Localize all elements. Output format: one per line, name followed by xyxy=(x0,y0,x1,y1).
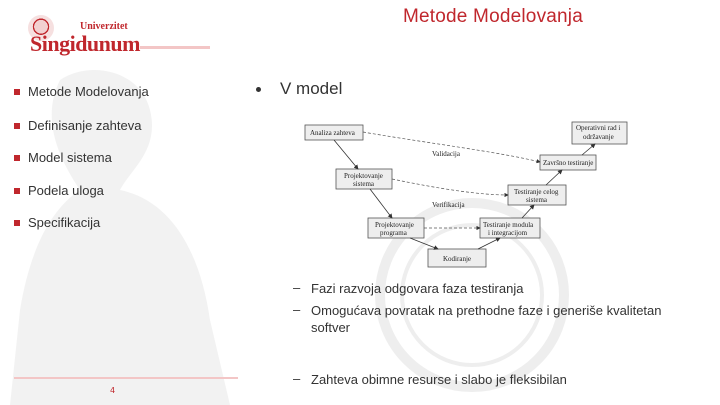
dash-icon: – xyxy=(293,302,301,317)
dash-icon: – xyxy=(293,280,301,295)
logo-underline xyxy=(140,46,210,49)
main-heading-text: V model xyxy=(280,79,343,98)
svg-text:održavanje: održavanje xyxy=(583,133,614,141)
box-projektovanje-programa xyxy=(368,218,424,238)
bullet-text: Zahteva obimne resurse i slabo je fleksibilan xyxy=(311,372,567,387)
sidebar-item-definisanje-zahteva[interactable] xyxy=(14,118,141,133)
bullet-icon xyxy=(14,155,20,161)
sidebar-item-label: Metode Modelovanja xyxy=(28,84,149,99)
svg-text:sistema: sistema xyxy=(526,196,547,204)
box-testiranje-modula xyxy=(480,218,540,238)
v-model-diagram xyxy=(300,117,630,277)
svg-text:i integracijom: i integracijom xyxy=(488,229,528,237)
sidebar-item-podela-uloga[interactable] xyxy=(14,183,104,198)
svg-text:Testiranje modula: Testiranje modula xyxy=(483,221,534,229)
svg-text:Analiza zahteva: Analiza zahteva xyxy=(310,129,355,137)
list-item xyxy=(293,302,701,336)
sidebar-item-model-sistema[interactable] xyxy=(14,150,112,165)
box-projektovanje-sistema xyxy=(336,169,392,189)
sidebar-item-label: Definisanje zahteva xyxy=(28,118,142,133)
bullet-text: Fazi razvoja odgovara faza testiranja xyxy=(311,281,524,296)
dash-icon: – xyxy=(293,371,301,386)
svg-text:Projektovanje: Projektovanje xyxy=(375,221,414,229)
bullet-icon xyxy=(256,87,261,92)
logo-top-text: Univerzitet xyxy=(80,21,128,32)
label-validacija: Validacija xyxy=(432,150,460,158)
svg-text:Operativni rad i: Operativni rad i xyxy=(576,124,621,132)
svg-text:Završno testiranje: Završno testiranje xyxy=(543,159,594,167)
box-testiranje-celog-sistema xyxy=(508,185,566,205)
bullet-text: Omogućava povratak na prethodne faze i generiše kvalitetan softver xyxy=(311,303,662,335)
list-item xyxy=(293,371,701,388)
main-heading xyxy=(256,79,342,99)
background-statue-image xyxy=(0,60,250,405)
footer-divider xyxy=(14,377,238,379)
page-number: 4 xyxy=(110,386,116,395)
svg-text:Projektovanje: Projektovanje xyxy=(344,172,383,180)
bullet-icon xyxy=(14,220,20,226)
box-operativni-rad xyxy=(572,122,627,144)
svg-text:Kodiranje: Kodiranje xyxy=(443,255,471,263)
university-logo xyxy=(28,15,168,55)
box-zavrsno-testiranje xyxy=(540,155,596,170)
bullet-icon xyxy=(14,123,20,129)
svg-text:Testiranje celog: Testiranje celog xyxy=(514,188,559,196)
sidebar-item-metode-modelovanja[interactable] xyxy=(14,84,149,99)
sidebar-item-label: Specifikacija xyxy=(28,215,101,230)
sidebar-item-label: Model sistema xyxy=(28,150,112,165)
svg-text:sistema: sistema xyxy=(353,180,374,188)
bullet-icon xyxy=(14,188,20,194)
label-verifikacija: Verifikacija xyxy=(432,201,465,209)
bullet-icon xyxy=(14,89,20,95)
sidebar-item-specifikacija[interactable] xyxy=(14,215,100,230)
svg-text:programa: programa xyxy=(380,229,407,237)
logo-main-text: Singidunum xyxy=(30,31,140,56)
box-kodiranje xyxy=(428,249,486,267)
sidebar-item-label: Podela uloga xyxy=(28,183,104,198)
list-item xyxy=(293,280,701,297)
box-analiza-zahteva xyxy=(305,125,363,140)
slide-title: Metode Modelovanja xyxy=(403,6,583,27)
